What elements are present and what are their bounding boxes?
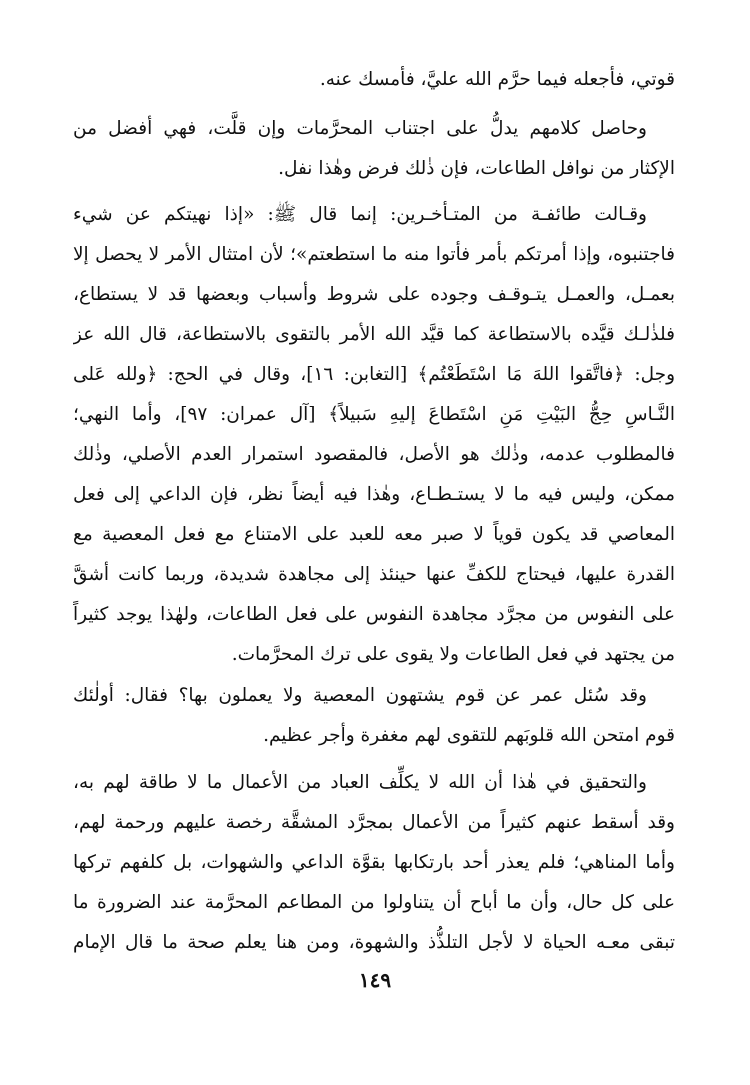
text-line: المعاصي قد يكون قوياً لا صبر معه للعبد على الامتناع مع فعل المعصية مع bbox=[73, 524, 675, 545]
text-line: وقد سُئل عمر عن قوم يشتهون المعصية ولا يعملون بها؟ فقال: أولٰئك bbox=[73, 685, 647, 706]
text-line: القدرة عليها، فيحتاج للكفِّ عنها حينئذ إلى مجاهدة شديدة، وربما كانت أشقَّ bbox=[73, 564, 675, 585]
text-line: وقـالت طائفـة من المتـأخـرين: إنما قال ﷺ: «إذا نهيتكم عن شيء bbox=[73, 204, 647, 225]
text-line: وأما المناهي؛ فلم يعذر أحد بارتكابها بقوَّة الداعي والشهوات، بل كلفهم تركها bbox=[73, 852, 675, 873]
page-number: ١٤٩ bbox=[358, 968, 392, 992]
text-line: الإكثار من نوافل الطاعات، فإن ذٰلك فرض وهٰذا نفل. bbox=[278, 158, 675, 179]
text-line: ممكن، وليس فيه ما لا يستـطـاع، وهٰذا فيه أيضاً نظر، فإن الداعي إلى فعل bbox=[73, 484, 675, 505]
paragraph-2 bbox=[73, 109, 675, 189]
text-line: تبقى معـه الحياة لا لأجل التلذُّذ والشهوة، ومن هنا يعلم صحة ما قال الإمام bbox=[73, 932, 675, 953]
text-line: فالمطلوب عدمه، وذٰلك هو الأصل، فالمقصود استمرار العدم الأصلي، وذٰلك bbox=[73, 444, 675, 465]
text-line: النَّـاسِ حِجُّ البَيْتِ مَنِ اسْتَطاعَ إليهِ سَبيلاً﴾ [آل عمران: ٩٧]، وأما النهي؛ bbox=[73, 404, 675, 425]
text-line: قوتي، فأجعله فيما حرَّم الله عليَّ، فأمسك عنه. bbox=[319, 69, 675, 90]
text-line: بعمـل، والعمـل يتـوقـف وجوده على شروط وأسباب وبعضها قد لا يستطاع، bbox=[73, 284, 675, 305]
paragraph-5 bbox=[73, 763, 675, 963]
text-line: على كل حال، وأن ما أباح أن يتناولوا من المطاعم المحرَّمة عند الضرورة ما bbox=[73, 892, 675, 913]
paragraph-1 bbox=[73, 60, 675, 100]
text-line: من يجتهد في فعل الطاعات ولا يقوى على ترك المحرَّمات. bbox=[231, 644, 675, 665]
text-line: على النفوس من مجرَّد مجاهدة النفوس على فعل الطاعات، ولهٰذا يوجد كثيراً bbox=[73, 604, 675, 625]
text-line: وقد أسقط عنهم كثيراً من الأعمال بمجرَّد المشقَّة رخصة عليهم ورحمة لهم، bbox=[73, 812, 675, 833]
paragraph-4 bbox=[73, 676, 675, 756]
paragraph-3 bbox=[73, 195, 675, 675]
text-line: فلذٰلـك قيَّده بالاستطاعة كما قيَّد الله الأمر بالتقوى بالاستطاعة، قال الله عز bbox=[73, 324, 675, 345]
text-line: وجل: ﴿فاتَّقوا اللهَ مَا اسْتَطَعْتُم﴾ [التغابن: ١٦]، وقال في الحج: ﴿ولله عَلى bbox=[73, 364, 675, 385]
text-line: وحاصل كلامهم يدلُّ على اجتناب المحرَّمات وإن قلَّت، فهي أفضل من bbox=[73, 118, 647, 139]
text-line: قوم امتحن الله قلوبَهم للتقوى لهم مغفرة وأجر عظيم. bbox=[263, 725, 675, 746]
text-line: فاجتنبوه، وإذا أمرتكم بأمر فأتوا منه ما استطعتم»؛ لأن امتثال الأمر لا يحصل إلا bbox=[73, 244, 675, 265]
text-line: والتحقيق في هٰذا أن الله لا يكلِّف العباد من الأعمال ما لا طاقة لهم به، bbox=[73, 772, 647, 793]
